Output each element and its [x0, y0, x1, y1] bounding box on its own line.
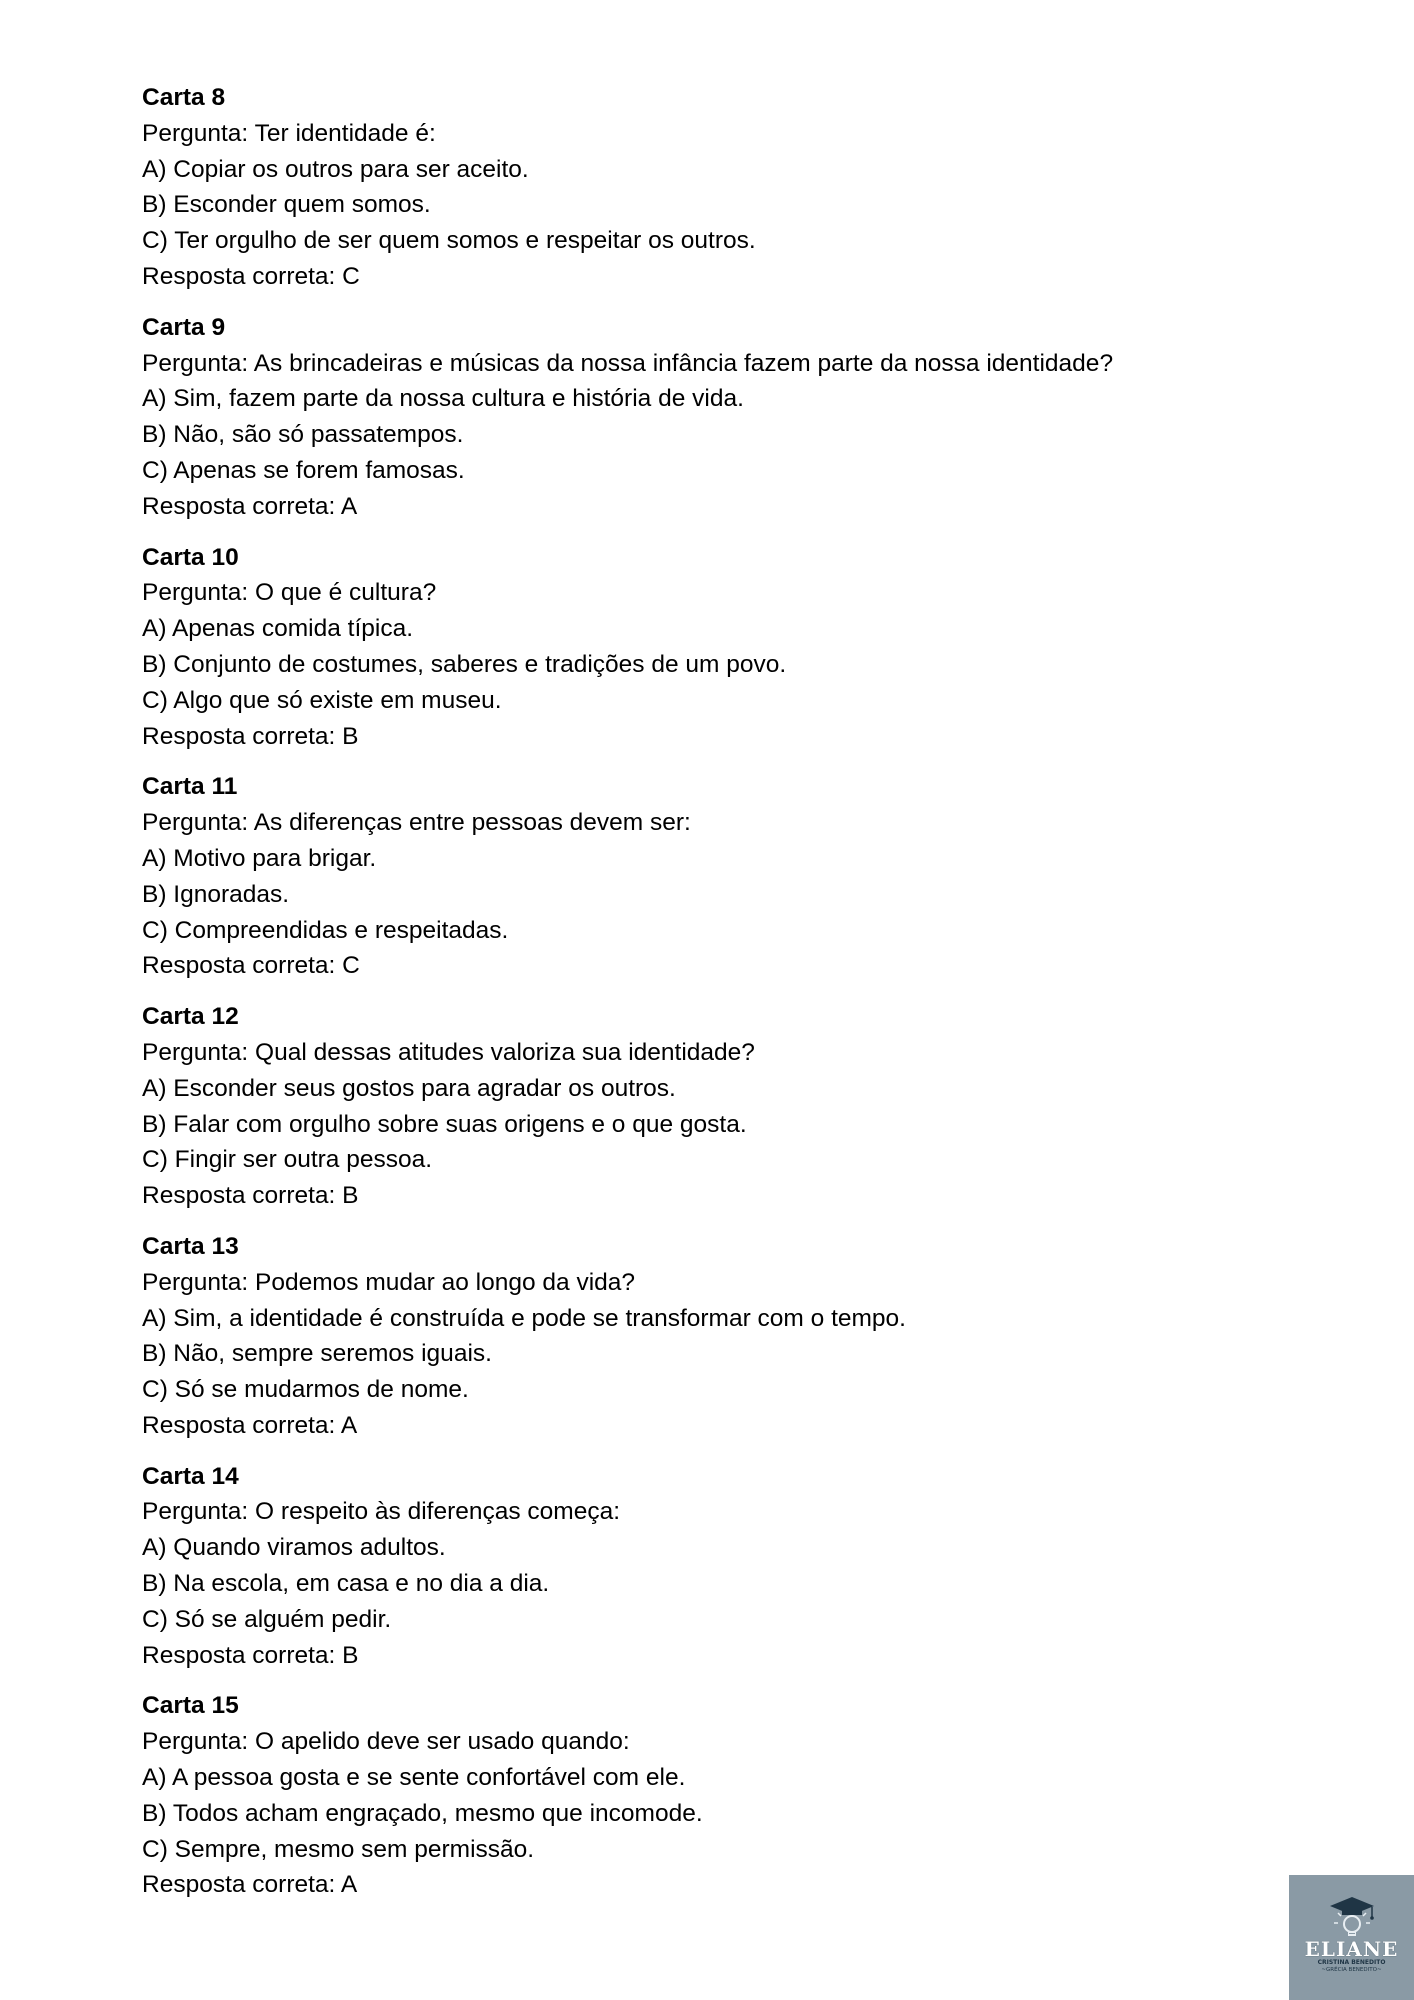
card-question: Pergunta: O apelido deve ser usado quando:	[142, 1728, 630, 1756]
card-answer: Resposta correta: B	[142, 1182, 359, 1210]
card-question: Pergunta: O que é cultura?	[142, 579, 437, 607]
card-question: Pergunta: As brincadeiras e músicas da nossa infância fazem parte da nossa identidade?	[142, 349, 1114, 377]
card-option-b: B) Na escola, em casa e no dia a dia.	[142, 1570, 550, 1598]
card-title: Carta 8	[142, 84, 226, 111]
card-option-a: A) Esconder seus gostos para agradar os outros.	[142, 1074, 676, 1102]
card-question: Pergunta: Ter identidade é:	[142, 119, 436, 147]
card-15	[142, 1688, 1292, 1903]
card-option-c: C) Ter orgulho de ser quem somos e respeitar os outros.	[142, 227, 756, 255]
card-title: Carta 12	[142, 1003, 239, 1031]
card-option-c: C) Compreendidas e respeitadas.	[142, 916, 509, 944]
card-9	[142, 310, 1292, 525]
graduation-cap-lightbulb-icon	[1322, 1893, 1382, 1939]
card-title: Carta 14	[142, 1462, 239, 1490]
card-answer: Resposta correta: C	[142, 262, 360, 290]
document-page	[142, 80, 1292, 1918]
card-question: Pergunta: Qual dessas atitudes valoriza sua identidade?	[142, 1038, 755, 1066]
card-answer: Resposta correta: A	[142, 492, 358, 520]
card-option-b: B) Ignoradas.	[142, 880, 290, 908]
logo-name: ELIANE	[1304, 1937, 1399, 1961]
card-title: Carta 13	[142, 1232, 239, 1260]
card-option-b: B) Falar com orgulho sobre suas origens e o que gosta.	[142, 1110, 747, 1138]
logo-subtitle: CRISTINA BENEDITO	[1317, 1959, 1386, 1966]
author-logo	[1289, 1875, 1414, 2000]
card-title: Carta 10	[142, 543, 239, 571]
card-answer: Resposta correta: A	[142, 1411, 358, 1439]
card-option-b: B) Não, sempre seremos iguais.	[142, 1340, 492, 1368]
card-option-b: B) Não, são só passatempos.	[142, 421, 464, 449]
logo-tagline: ~GRÉCIA BENEDITO~	[1321, 1967, 1382, 1973]
card-option-c: C) Fingir ser outra pessoa.	[142, 1146, 433, 1174]
card-question: Pergunta: Podemos mudar ao longo da vida?	[142, 1268, 636, 1296]
card-answer: Resposta correta: C	[142, 952, 360, 980]
card-13	[142, 1229, 1292, 1444]
card-question: Pergunta: O respeito às diferenças começa:	[142, 1498, 621, 1526]
card-option-a: A) Quando viramos adultos.	[142, 1534, 446, 1562]
card-option-a: A) Sim, fazem parte da nossa cultura e história de vida.	[142, 385, 744, 413]
card-option-c: C) Apenas se forem famosas.	[142, 456, 465, 484]
card-11	[142, 769, 1292, 984]
card-option-b: B) Conjunto de costumes, saberes e tradições de um povo.	[142, 650, 787, 678]
card-option-a: A) Copiar os outros para ser aceito.	[142, 155, 529, 183]
card-option-b: B) Todos acham engraçado, mesmo que incomode.	[142, 1799, 703, 1827]
card-option-c: C) Só se alguém pedir.	[142, 1605, 392, 1633]
card-title: Carta 9	[142, 313, 226, 341]
card-option-a: A) Motivo para brigar.	[142, 844, 377, 872]
card-option-b: B) Esconder quem somos.	[142, 191, 431, 219]
card-title: Carta 11	[142, 773, 238, 801]
card-12	[142, 999, 1292, 1214]
card-8	[142, 80, 1292, 295]
card-option-a: A) Apenas comida típica.	[142, 615, 414, 643]
card-option-a: A) Sim, a identidade é construída e pode se transformar com o tempo.	[142, 1304, 906, 1332]
card-option-c: C) Algo que só existe em museu.	[142, 686, 502, 714]
card-option-c: C) Só se mudarmos de nome.	[142, 1376, 469, 1404]
card-question: Pergunta: As diferenças entre pessoas devem ser:	[142, 809, 691, 837]
card-answer: Resposta correta: A	[142, 1871, 358, 1899]
card-answer: Resposta correta: B	[142, 722, 359, 750]
card-10	[142, 540, 1292, 755]
card-option-a: A) A pessoa gosta e se sente confortável com ele.	[142, 1764, 686, 1792]
card-title: Carta 15	[142, 1692, 239, 1720]
card-14	[142, 1459, 1292, 1674]
card-option-c: C) Sempre, mesmo sem permissão.	[142, 1835, 535, 1863]
card-answer: Resposta correta: B	[142, 1641, 359, 1669]
